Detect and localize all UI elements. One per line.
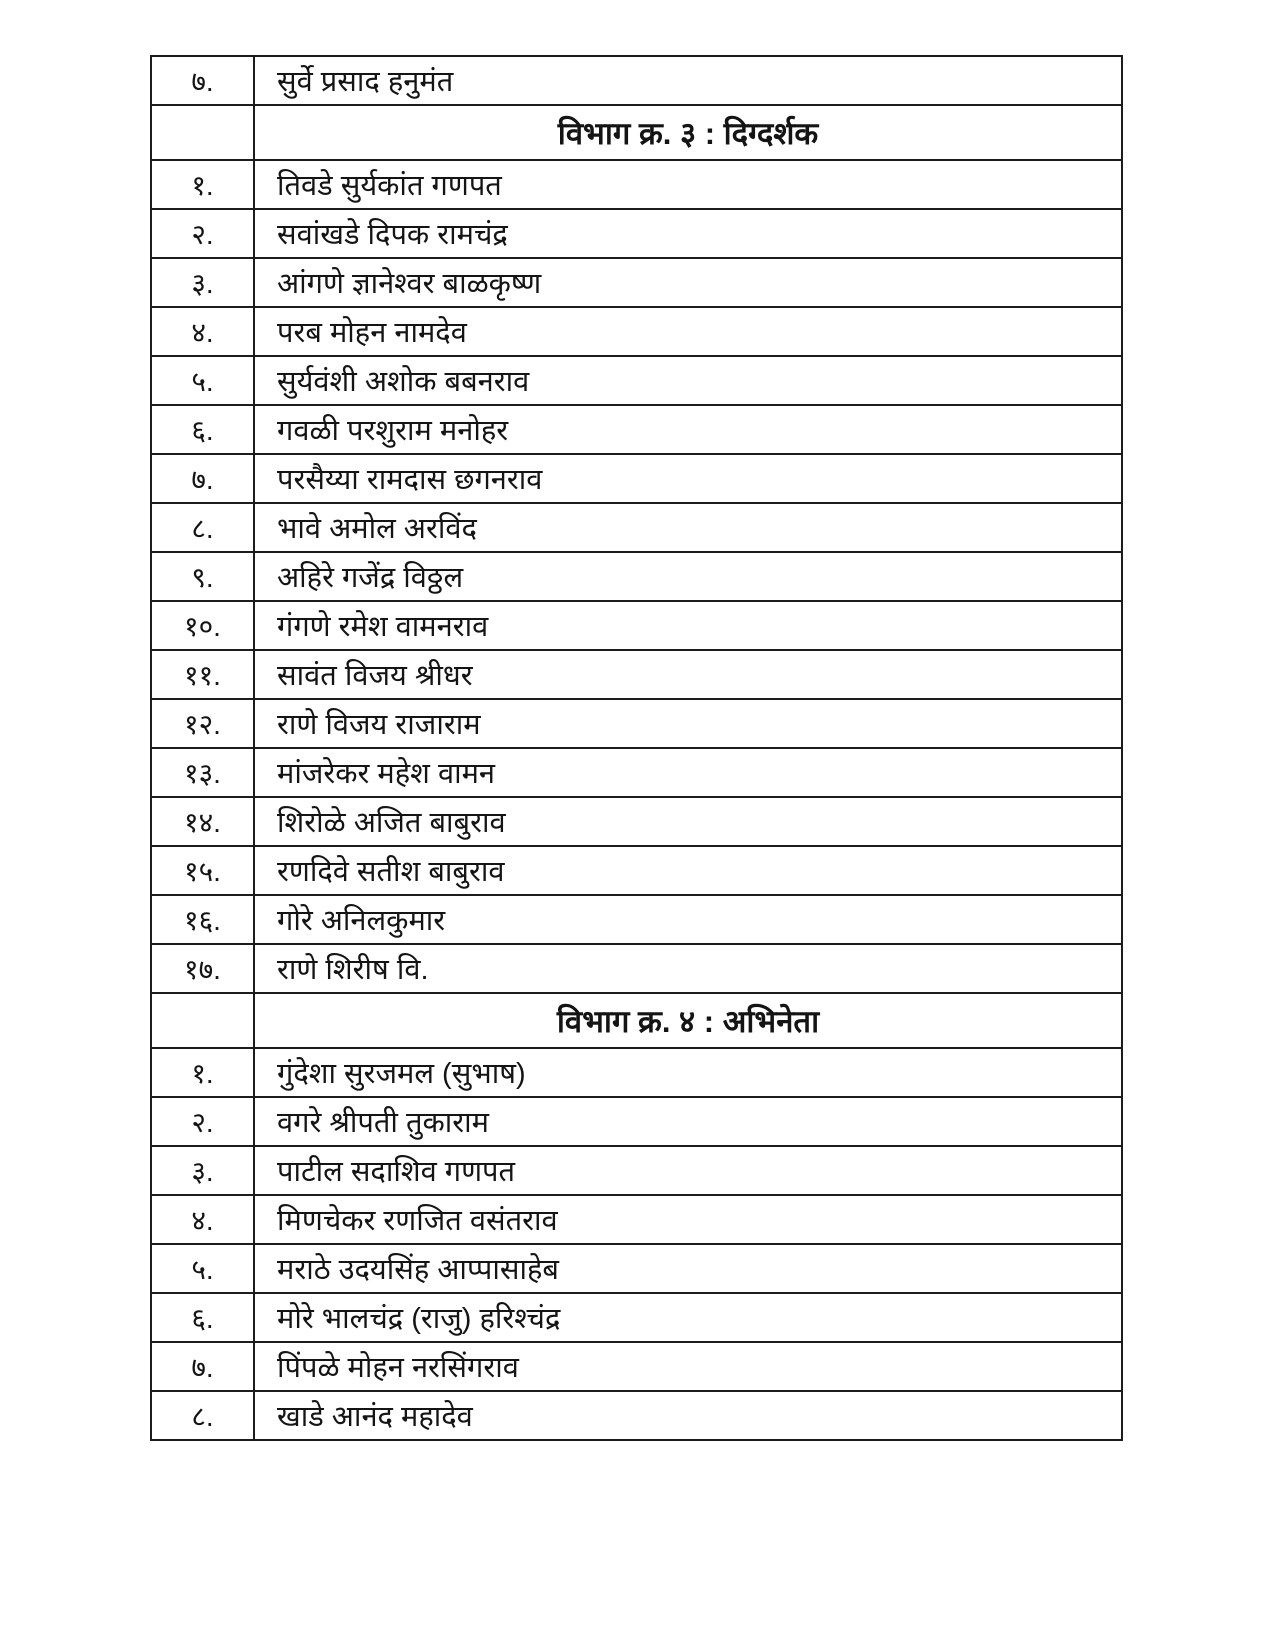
serial-cell: ६. (151, 1293, 254, 1342)
name-cell: गवळी परशुराम मनोहर (254, 405, 1122, 454)
name-cell: पाटील सदाशिव गणपत (254, 1146, 1122, 1195)
serial-cell: ५. (151, 1244, 254, 1293)
serial-cell: ३. (151, 258, 254, 307)
table-row (151, 1195, 1122, 1244)
name-cell: गंगणे रमेश वामनराव (254, 601, 1122, 650)
name-cell: सुर्यवंशी अशोक बबनराव (254, 356, 1122, 405)
serial-cell: ८. (151, 503, 254, 552)
name-cell: राणे शिरीष वि. (254, 944, 1122, 993)
serial-cell: २. (151, 1097, 254, 1146)
serial-cell: १०. (151, 601, 254, 650)
table-row (151, 1048, 1122, 1097)
table-row (151, 56, 1122, 105)
name-cell: मिणचेकर रणजित वसंतराव (254, 1195, 1122, 1244)
serial-cell: १६. (151, 895, 254, 944)
table-row (151, 258, 1122, 307)
table-row (151, 503, 1122, 552)
table-row (151, 699, 1122, 748)
table-row (151, 1097, 1122, 1146)
serial-cell: ७. (151, 56, 254, 105)
name-cell: खाडे आनंद महादेव (254, 1391, 1122, 1440)
table-row (151, 209, 1122, 258)
serial-cell: ८. (151, 1391, 254, 1440)
name-cell: वगरे श्रीपती तुकाराम (254, 1097, 1122, 1146)
serial-cell: १७. (151, 944, 254, 993)
table-row (151, 1293, 1122, 1342)
table-row (151, 552, 1122, 601)
table-row (151, 650, 1122, 699)
table-row (151, 1244, 1122, 1293)
name-cell: पिंपळे मोहन नरसिंगराव (254, 1342, 1122, 1391)
serial-cell: ७. (151, 1342, 254, 1391)
serial-cell: ११. (151, 650, 254, 699)
table-row (151, 405, 1122, 454)
table-row (151, 454, 1122, 503)
serial-cell: १५. (151, 846, 254, 895)
table-row (151, 1342, 1122, 1391)
table-row (151, 797, 1122, 846)
serial-cell: १२. (151, 699, 254, 748)
table-row (151, 895, 1122, 944)
name-cell: परसैय्या रामदास छगनराव (254, 454, 1122, 503)
name-cell: गोरे अनिलकुमार (254, 895, 1122, 944)
section-header-empty-cell (151, 993, 254, 1048)
serial-cell: १४. (151, 797, 254, 846)
table-row (151, 307, 1122, 356)
serial-cell: ७. (151, 454, 254, 503)
serial-cell: २. (151, 209, 254, 258)
name-cell: आंगणे ज्ञानेश्वर बाळकृष्ण (254, 258, 1122, 307)
name-cell: मांजरेकर महेश वामन (254, 748, 1122, 797)
name-cell: गुंदेशा सुरजमल (सुभाष) (254, 1048, 1122, 1097)
section-header-row (151, 993, 1122, 1048)
name-cell: राणे विजय राजाराम (254, 699, 1122, 748)
section-header-empty-cell (151, 105, 254, 160)
serial-cell: ६. (151, 405, 254, 454)
name-cell: शिरोळे अजित बाबुराव (254, 797, 1122, 846)
table-row (151, 356, 1122, 405)
name-cell: परब मोहन नामदेव (254, 307, 1122, 356)
name-cell: अहिरे गजेंद्र विठ्ठल (254, 552, 1122, 601)
section-title: विभाग क्र. ४ : अभिनेता (254, 993, 1122, 1048)
roster-table-body (151, 56, 1122, 1440)
serial-cell: ४. (151, 307, 254, 356)
name-cell: मराठे उदयसिंह आप्पासाहेब (254, 1244, 1122, 1293)
table-row (151, 846, 1122, 895)
name-cell: तिवडे सुर्यकांत गणपत (254, 160, 1122, 209)
serial-cell: १. (151, 160, 254, 209)
table-row (151, 601, 1122, 650)
name-cell: सुर्वे प्रसाद हनुमंत (254, 56, 1122, 105)
table-row (151, 944, 1122, 993)
table-row (151, 1146, 1122, 1195)
serial-cell: ४. (151, 1195, 254, 1244)
table-row (151, 1391, 1122, 1440)
name-cell: मोरे भालचंद्र (राजु) हरिश्चंद्र (254, 1293, 1122, 1342)
name-cell: सवांखडे दिपक रामचंद्र (254, 209, 1122, 258)
roster-table (150, 55, 1123, 1441)
serial-cell: ९. (151, 552, 254, 601)
serial-cell: ३. (151, 1146, 254, 1195)
name-cell: भावे अमोल अरविंद (254, 503, 1122, 552)
serial-cell: १. (151, 1048, 254, 1097)
section-title: विभाग क्र. ३ : दिग्दर्शक (254, 105, 1122, 160)
table-row (151, 160, 1122, 209)
name-cell: सावंत विजय श्रीधर (254, 650, 1122, 699)
section-header-row (151, 105, 1122, 160)
serial-cell: १३. (151, 748, 254, 797)
table-row (151, 748, 1122, 797)
name-cell: रणदिवे सतीश बाबुराव (254, 846, 1122, 895)
serial-cell: ५. (151, 356, 254, 405)
